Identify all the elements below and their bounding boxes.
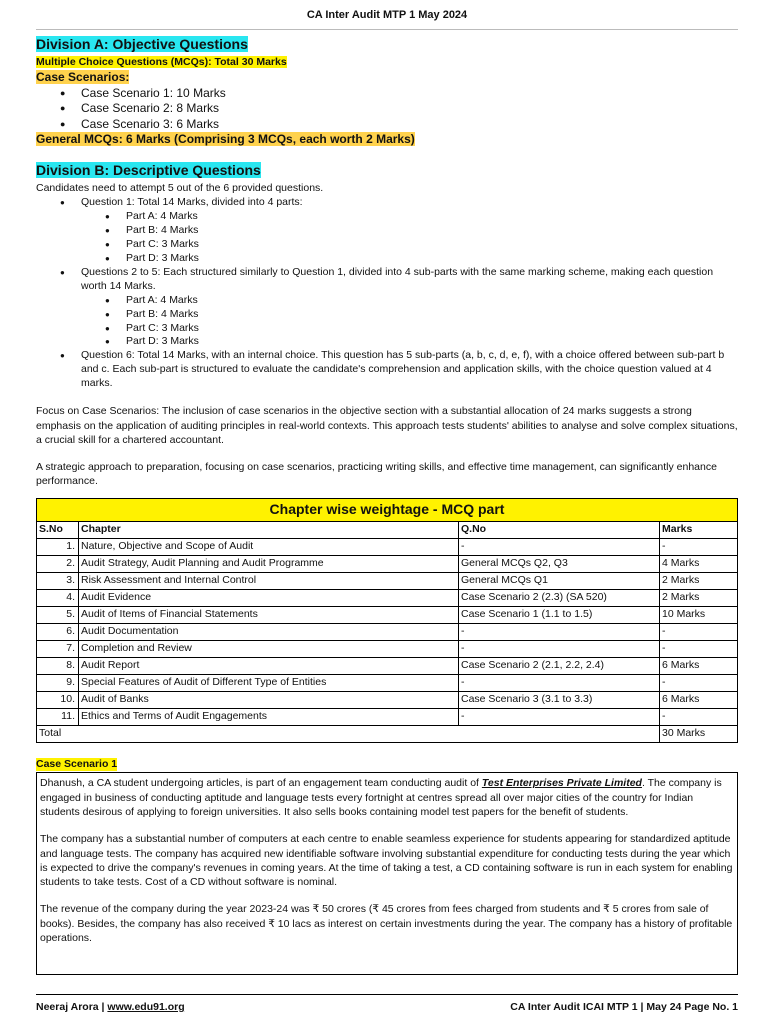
cell-qno: Case Scenario 2 (2.1, 2.2, 2.4) [459, 657, 660, 674]
list-item [60, 266, 738, 350]
cell-marks: 6 Marks [660, 657, 738, 674]
division-a-title: Division A: Objective Questions [36, 36, 248, 52]
list-item: ● Part A: 4 Marks [105, 210, 738, 224]
cell-chapter: Audit Report [79, 657, 459, 674]
list-item: ● Case Scenario 1: 10 Marks [60, 86, 738, 102]
strategy-paragraph: A strategic approach to preparation, focusing on case scenarios, practicing writing skills, and effective time management, can significantly enhance performance. [36, 461, 717, 488]
cell-qno: - [459, 623, 660, 640]
header-sno: S.No [37, 521, 79, 538]
cell-sno: 3. [37, 572, 79, 589]
cell-sno: 1. [37, 538, 79, 555]
list-item [60, 349, 738, 391]
cell-qno: General MCQs Q2, Q3 [459, 555, 660, 572]
list-item: ● Case Scenario 2: 8 Marks [60, 101, 738, 117]
cell-marks: 10 Marks [660, 606, 738, 623]
footer-right: CA Inter Audit ICAI MTP 1 | May 24 Page No. 1 [510, 1001, 738, 1013]
table-row [37, 674, 738, 691]
table-row [37, 555, 738, 572]
question-6-text: Question 6: Total 14 Marks, with an internal choice. This question has 5 sub-parts (a, b, c, d, e, f), with a choice offered between sub-part b and c. Each sub-part is structured to evaluate the candidate's comprehension and application skills, with the choice question valued at 4 marks. [81, 349, 725, 390]
case-paragraph-2: The company has a substantial number of computers at each centre to enable seamless experience for students appearing for standardized aptitude and language tests. The company has acquired new identifiable software involving substantial expenditure for conducting tests during the year which is expected to drive the company's revenues in coming years. At the time of taking a test, a CD containing software is run in each system for enabling students to take tests. Cost of a CD without software is nominal. [40, 833, 733, 889]
footer-left [36, 1001, 185, 1015]
table-row [37, 640, 738, 657]
cell-chapter: Audit Evidence [79, 589, 459, 606]
division-a [36, 36, 738, 148]
cell-sno: 4. [37, 589, 79, 606]
cell-qno: - [459, 538, 660, 555]
company-name: Test Enterprises Private Limited [481, 777, 642, 790]
cell-chapter: Audit Strategy, Audit Planning and Audit Programme [79, 555, 459, 572]
cell-marks: 4 Marks [660, 555, 738, 572]
cell-sno: 2. [37, 555, 79, 572]
cell-marks: 2 Marks [660, 589, 738, 606]
case-paragraph-3: The revenue of the company during the year 2023-24 was ₹ 50 crores (₹ 45 crores from fees charged from students and ₹ 5 crores from sale of books). Besides, the company has also received ₹ 10 lacs as interest on certain investments during the year. The company has a history of profitable operations. [40, 903, 733, 944]
table-row [37, 623, 738, 640]
cell-marks: - [660, 623, 738, 640]
question-1-text: Question 1: Total 14 Marks, divided into 4 parts: [81, 195, 303, 208]
list-item: ● Part A: 4 Marks [105, 294, 738, 308]
list-item: ● Part C: 3 Marks [105, 322, 738, 336]
table-row [37, 589, 738, 606]
questions-2-5-text: Questions 2 to 5: Each structured similarly to Question 1, divided into 4 sub-parts with the same marking scheme, making each question worth 14 Marks. [81, 265, 714, 292]
list-item: ● Part D: 3 Marks [105, 252, 738, 266]
questions-2-5-parts [105, 294, 738, 350]
cell-qno: Case Scenario 1 (1.1 to 1.5) [459, 606, 660, 623]
cell-chapter: Audit Documentation [79, 623, 459, 640]
header-chapter: Chapter [79, 521, 459, 538]
table-row [37, 572, 738, 589]
table-row [37, 657, 738, 674]
cell-chapter: Audit of Items of Financial Statements [79, 606, 459, 623]
cell-qno: Case Scenario 2 (2.3) (SA 520) [459, 589, 660, 606]
general-mcqs-line: General MCQs: 6 Marks (Comprising 3 MCQs, each worth 2 Marks) [36, 132, 415, 147]
footer-author: Neeraj Arora | [36, 1001, 108, 1013]
cell-marks: 6 Marks [660, 691, 738, 708]
cell-qno: - [459, 708, 660, 725]
cell-chapter: Special Features of Audit of Different Type of Entities [79, 674, 459, 691]
table-row [37, 691, 738, 708]
chapter-weightage-table [36, 498, 738, 743]
page-footer [36, 994, 738, 1015]
table-row [37, 708, 738, 725]
cell-sno: 10. [37, 691, 79, 708]
header-marks: Marks [660, 521, 738, 538]
total-marks: 30 Marks [660, 725, 738, 742]
footer-website-link[interactable]: www.edu91.org [107, 1001, 185, 1013]
question-list [60, 196, 738, 391]
cell-sno: 9. [37, 674, 79, 691]
list-item: ● Case Scenario 3: 6 Marks [60, 117, 738, 133]
question-1-parts [105, 210, 738, 266]
mcq-total-line: Multiple Choice Questions (MCQs): Total 30 Marks [36, 55, 287, 68]
cell-sno: 5. [37, 606, 79, 623]
list-item: ● Part B: 4 Marks [105, 308, 738, 322]
cell-marks: - [660, 538, 738, 555]
case-scenario-list [60, 86, 738, 133]
cell-marks: - [660, 674, 738, 691]
list-item [60, 196, 738, 266]
header-title: CA Inter Audit MTP 1 May 2024 [306, 9, 468, 21]
header-qno: Q.No [459, 521, 660, 538]
division-b [36, 162, 738, 391]
cell-marks: - [660, 640, 738, 657]
cell-marks: - [660, 708, 738, 725]
table-title: Chapter wise weightage - MCQ part [37, 498, 738, 521]
case-scenarios-label: Case Scenarios: [36, 69, 130, 84]
cell-sno: 7. [37, 640, 79, 657]
table-row [37, 538, 738, 555]
list-item: ● Part B: 4 Marks [105, 224, 738, 238]
cell-chapter: Audit of Banks [79, 691, 459, 708]
cell-marks: 2 Marks [660, 572, 738, 589]
cell-sno: 6. [37, 623, 79, 640]
table-total-row [37, 725, 738, 742]
case-scenario-box [36, 772, 738, 975]
division-b-intro: Candidates need to attempt 5 out of the 6 provided questions. [36, 182, 324, 195]
cell-sno: 11. [37, 708, 79, 725]
focus-paragraph: Focus on Case Scenarios: The inclusion of case scenarios in the objective section with a substantial allocation of 24 marks suggests a strong emphasis on the application of auditing principles in real-world contexts. This approach tests students' abilities to analyse and solve complex situations, a crucial skill for a chartered accountant. [36, 405, 738, 446]
case-paragraph-1: Dhanush, a CA student undergoing articles, is part of an engagement team conducting audit of Test Enterprises Private Limited. The company is engaged in business of conducting aptitude and language tests every fortnight at centres spread all over major cities of the country for Indian students desirous of applying to foreign universities. It also sells books containing model test papers for the benefit of students. [40, 777, 722, 818]
case-scenario-label: Case Scenario 1 [36, 757, 118, 770]
cell-sno: 8. [37, 657, 79, 674]
cell-chapter: Risk Assessment and Internal Control [79, 572, 459, 589]
list-item: ● Part D: 3 Marks [105, 335, 738, 349]
cell-qno: - [459, 640, 660, 657]
cell-qno: Case Scenario 3 (3.1 to 3.3) [459, 691, 660, 708]
total-label: Total [37, 725, 660, 742]
document-page [36, 0, 738, 975]
cell-chapter: Ethics and Terms of Audit Engagements [79, 708, 459, 725]
cell-qno: - [459, 674, 660, 691]
cell-chapter: Completion and Review [79, 640, 459, 657]
list-item: ● Part C: 3 Marks [105, 238, 738, 252]
page-header [36, 0, 738, 30]
table-row [37, 606, 738, 623]
division-b-title: Division B: Descriptive Questions [36, 162, 261, 179]
cell-qno: General MCQs Q1 [459, 572, 660, 589]
cell-chapter: Nature, Objective and Scope of Audit [79, 538, 459, 555]
